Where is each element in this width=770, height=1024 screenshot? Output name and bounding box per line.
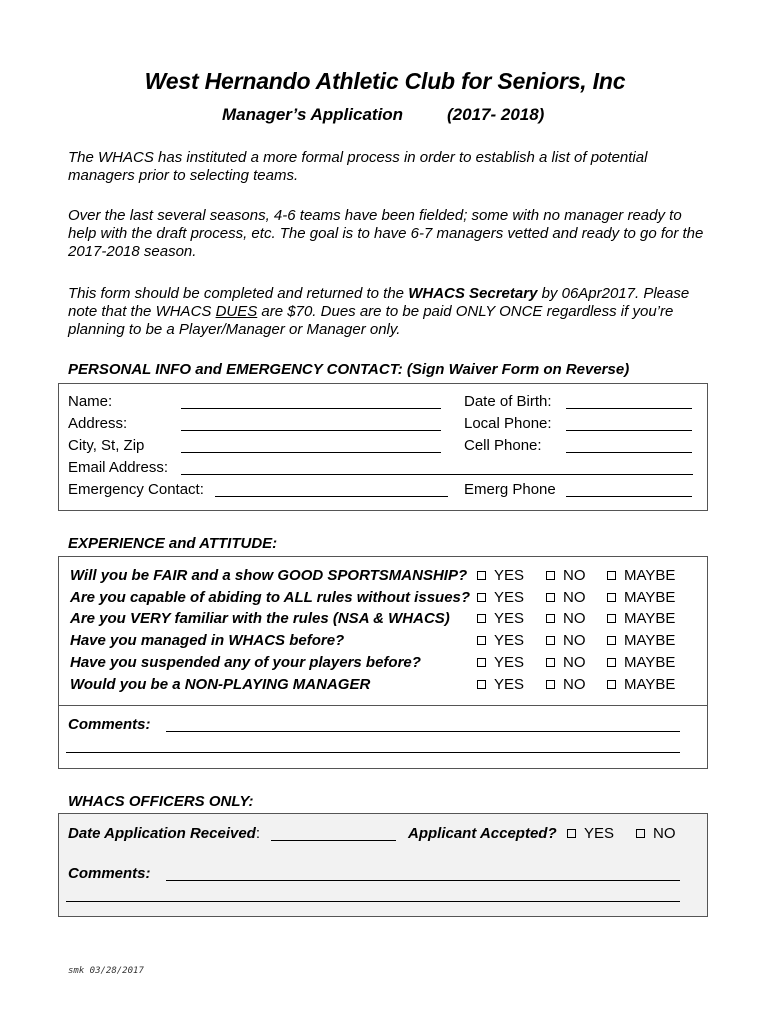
checkbox-icon[interactable] bbox=[607, 593, 616, 602]
dob-label: Date of Birth: bbox=[464, 393, 552, 410]
checkbox-icon[interactable] bbox=[477, 571, 486, 580]
no-option[interactable]: NO bbox=[546, 567, 586, 584]
maybe-option[interactable]: MAYBE bbox=[607, 610, 675, 627]
local-phone-label: Local Phone: bbox=[464, 415, 552, 432]
footer-note: smk 03/28/2017 bbox=[68, 966, 144, 976]
name-field[interactable] bbox=[181, 408, 441, 409]
question-label: Have you managed in WHACS before? bbox=[70, 632, 345, 650]
yes-option[interactable]: YES bbox=[477, 632, 524, 649]
officers-comments-label: Comments: bbox=[68, 865, 151, 882]
dob-field[interactable] bbox=[566, 408, 692, 409]
accepted-no-option[interactable]: NO bbox=[636, 825, 676, 842]
yes-option[interactable]: YES bbox=[477, 676, 524, 693]
checkbox-icon[interactable] bbox=[477, 614, 486, 623]
checkbox-icon[interactable] bbox=[546, 658, 555, 667]
emerg-phone-label: Emerg Phone bbox=[464, 481, 556, 498]
checkbox-icon[interactable] bbox=[607, 658, 616, 667]
email-field[interactable] bbox=[181, 474, 693, 475]
no-option[interactable]: NO bbox=[546, 589, 586, 606]
experience-comments-field-2[interactable] bbox=[66, 752, 680, 753]
checkbox-icon[interactable] bbox=[567, 829, 576, 838]
accepted-yes-option[interactable]: YES bbox=[567, 825, 614, 842]
checkbox-icon[interactable] bbox=[546, 680, 555, 689]
emergency-contact-field[interactable] bbox=[215, 496, 448, 497]
checkbox-icon[interactable] bbox=[546, 571, 555, 580]
city-label: City, St, Zip bbox=[68, 437, 145, 454]
checkbox-icon[interactable] bbox=[477, 680, 486, 689]
experience-comments-label: Comments: bbox=[68, 716, 151, 733]
intro-paragraph-2: Over the last several seasons, 4-6 teams have been fielded; some with no manager ready to help with the draft process, etc. The goal is to have 6-7 managers vetted and ready to go for the 2017-2018 season. bbox=[68, 207, 704, 260]
no-option[interactable]: NO bbox=[546, 654, 586, 671]
checkbox-icon[interactable] bbox=[477, 636, 486, 645]
checkbox-icon[interactable] bbox=[636, 829, 645, 838]
local-phone-field[interactable] bbox=[566, 430, 692, 431]
maybe-option[interactable]: MAYBE bbox=[607, 632, 675, 649]
question-label: Are you capable of abiding to ALL rules without issues? bbox=[70, 588, 471, 606]
yes-option[interactable]: YES bbox=[477, 589, 524, 606]
checkbox-icon[interactable] bbox=[546, 636, 555, 645]
experience-divider bbox=[58, 705, 708, 706]
checkbox-icon[interactable] bbox=[546, 593, 555, 602]
question-label: Are you VERY familiar with the rules (NSA & WHACS) bbox=[70, 610, 450, 628]
maybe-option[interactable]: MAYBE bbox=[607, 589, 675, 606]
checkbox-icon[interactable] bbox=[546, 614, 555, 623]
officers-comments-field-2[interactable] bbox=[66, 901, 680, 902]
intro-paragraph-3: This form should be completed and returned to the WHACS Secretary by 06Apr2017. Please note that the WHACS DUES are $70. Dues are to be paid ONLY ONCE regardless if you’re planning to be a Player/Manager or Manager only. bbox=[68, 285, 690, 338]
season-label: (2017- 2018) bbox=[447, 105, 545, 124]
personal-info-heading: PERSONAL INFO and EMERGENCY CONTACT: (Sign Waiver Form on Reverse) bbox=[68, 361, 630, 378]
yes-option[interactable]: YES bbox=[477, 610, 524, 627]
address-field[interactable] bbox=[181, 430, 441, 431]
applicant-accepted-label: Applicant Accepted? bbox=[408, 825, 557, 842]
no-option[interactable]: NO bbox=[546, 676, 586, 693]
checkbox-icon[interactable] bbox=[607, 614, 616, 623]
checkbox-icon[interactable] bbox=[607, 680, 616, 689]
intro-paragraph-1: The WHACS has instituted a more formal process in order to establish a list of potential managers prior to selecting teams. bbox=[68, 149, 648, 184]
name-label: Name: bbox=[68, 393, 113, 410]
checkbox-icon[interactable] bbox=[607, 636, 616, 645]
no-option[interactable]: NO bbox=[546, 610, 586, 627]
officers-heading: WHACS OFFICERS ONLY: bbox=[68, 793, 254, 810]
cell-phone-field[interactable] bbox=[566, 452, 692, 453]
date-received-field[interactable] bbox=[271, 840, 396, 841]
page-subtitle: Manager’s Application bbox=[222, 105, 404, 124]
city-field[interactable] bbox=[181, 452, 441, 453]
date-received-label: Date Application Received: bbox=[68, 825, 261, 842]
yes-option[interactable]: YES bbox=[477, 654, 524, 671]
maybe-option[interactable]: MAYBE bbox=[607, 654, 675, 671]
cell-phone-label: Cell Phone: bbox=[464, 437, 542, 454]
email-label: Email Address: bbox=[68, 459, 169, 476]
officers-comments-field[interactable] bbox=[166, 880, 680, 881]
address-label: Address: bbox=[68, 415, 128, 432]
emergency-contact-label: Emergency Contact: bbox=[68, 481, 204, 498]
question-label: Will you be FAIR and a show GOOD SPORTSMANSHIP? bbox=[70, 567, 468, 584]
maybe-option[interactable]: MAYBE bbox=[607, 676, 675, 693]
page-title: West Hernando Athletic Club for Seniors, Inc bbox=[144, 68, 626, 94]
question-label: Have you suspended any of your players before? bbox=[70, 653, 421, 671]
checkbox-icon[interactable] bbox=[477, 593, 486, 602]
whacs-secretary: WHACS Secretary bbox=[408, 285, 538, 302]
experience-comments-field[interactable] bbox=[166, 731, 680, 732]
experience-heading: EXPERIENCE and ATTITUDE: bbox=[68, 535, 278, 552]
maybe-option[interactable]: MAYBE bbox=[607, 567, 675, 584]
no-option[interactable]: NO bbox=[546, 632, 586, 649]
checkbox-icon[interactable] bbox=[607, 571, 616, 580]
checkbox-icon[interactable] bbox=[477, 658, 486, 667]
question-label: Would you be a NON-PLAYING MANAGER bbox=[70, 675, 371, 693]
emerg-phone-field[interactable] bbox=[566, 496, 692, 497]
dues-label: DUES bbox=[215, 303, 258, 320]
yes-option[interactable]: YES bbox=[477, 567, 524, 584]
